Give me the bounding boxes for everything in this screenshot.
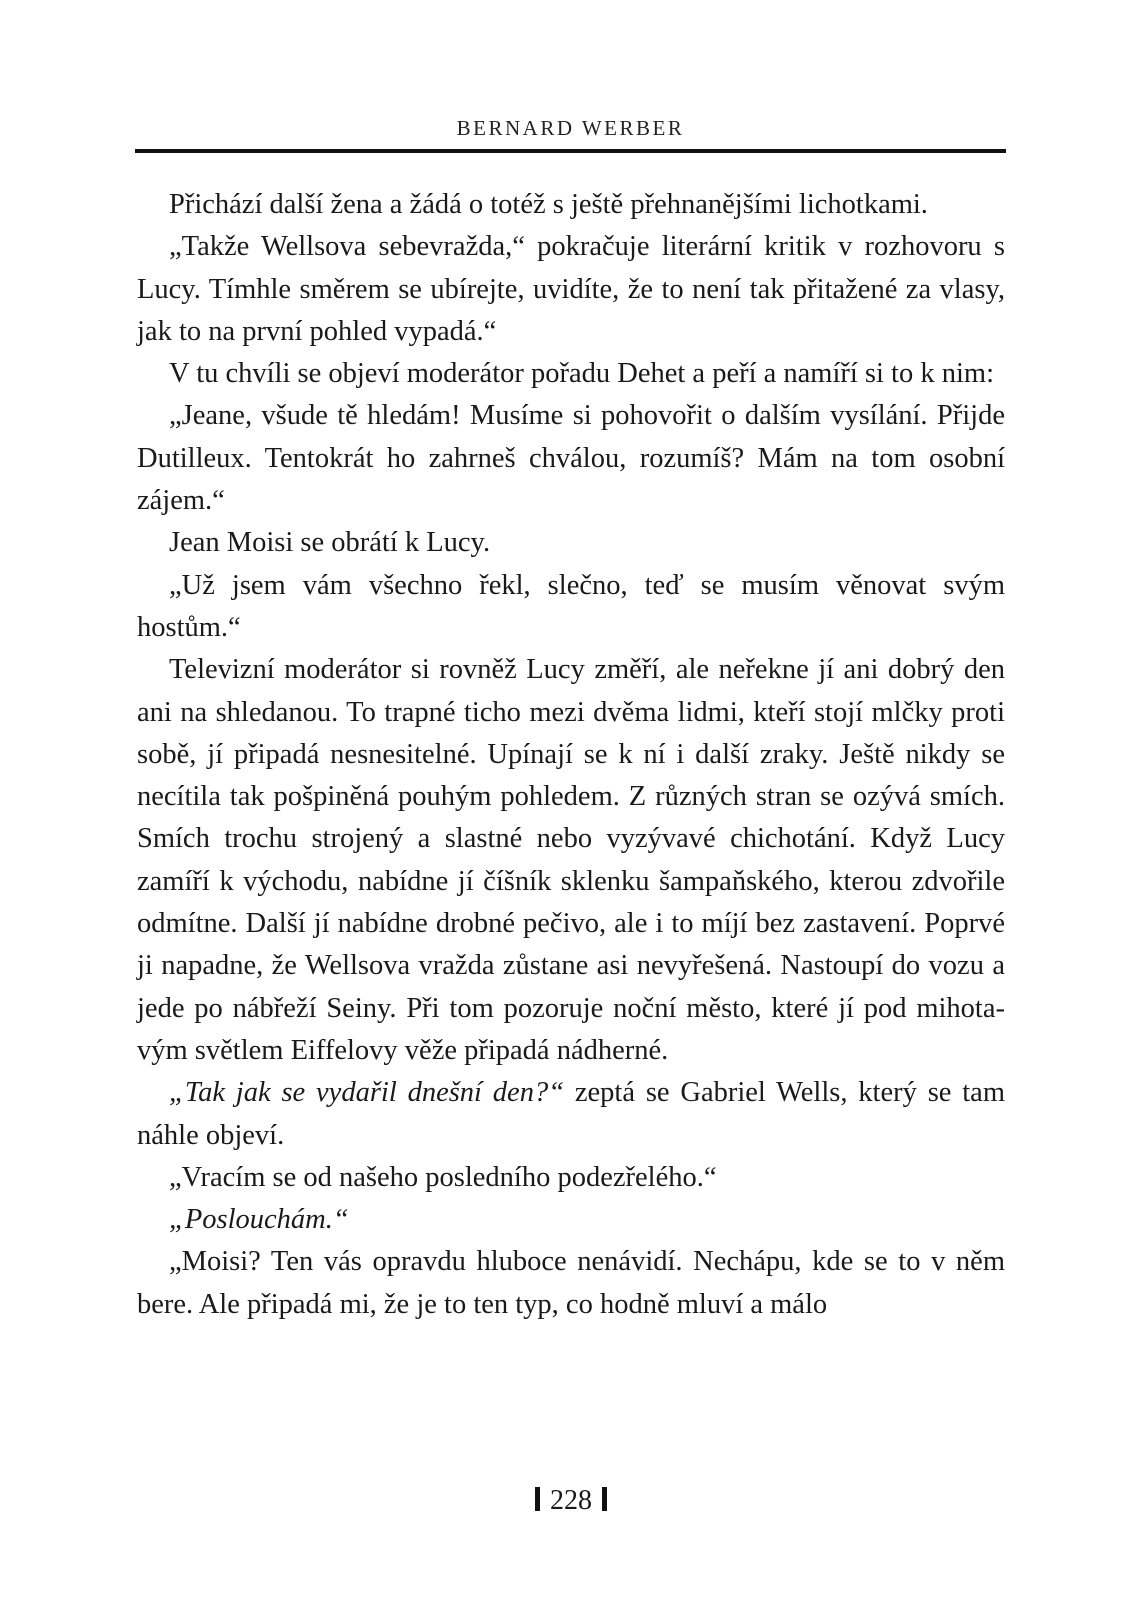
paragraph-5: Jean Moisi se obrátí k Lucy.	[169, 527, 491, 559]
italic-speech: „Poslouchám.“	[169, 1204, 349, 1236]
running-head-author: BERNARD WERBER	[456, 116, 685, 140]
body-text	[137, 184, 1005, 1326]
paragraph-3: V tu chvíli se objeví moderátor pořadu Dehet a peří a namíří si to k nim:	[169, 358, 994, 390]
header-rule	[135, 149, 1006, 153]
folio-bar-left	[535, 1487, 540, 1511]
paragraph-9: „Vracím se od našeho posledního podezřelého.“	[169, 1161, 717, 1193]
paragraph-11: „Moisi? Ten vás opravdu hluboce nenávidí. Nechápu, kde se to v něm bere. Ale připadá mi, že je to ten typ, co hodně mluví a málo	[137, 1246, 1005, 1320]
italic-speech: „Tak jak se vydařil dnešní den?“	[169, 1077, 565, 1109]
paragraph-7: Televizní moderátor si rovněž Lucy změří, ale neřekne jí ani dobrý den ani na shledanou. To trapné ticho mezi dvěma lidmi, kteří stojí mlčky proti sobě, jí připadá nesnesitelné. Upínají se k ní i další zraky. Ještě nikdy se necítila tak pošpiněná pouhým pohledem. Z různých stran se ozývá smích. Smích trochu strojený a slastné nebo vyzývavé chichotání. Když Lucy zamíří k východu, nabídne jí číšník sklenku šampaňského, kterou zdvořile odmítne. Další jí nabídne drobné pečivo, ale i to míjí bez zastavení. Poprvé ji napadne, že Wellsova vražda zůstane asi nevyřešená. Nastoupí do vozu a jede po nábřeží Seiny. Při tom pozoruje noční město, které jí pod mihotavým světlem Eiffelovy věže připadá nádherné.	[137, 654, 1005, 1066]
paragraph-2: „Takže Wellsova sebevražda,“ pokračuje literární kritik v rozhovoru s Lucy. Tímhle směrem se ubírejte, uvidíte, že to není tak přitažené za vlasy, jak to na první pohled vypadá.“	[137, 231, 1005, 347]
paragraph-8: „Tak jak se vydařil dnešní den?“ zeptá se Gabriel Wells, který se tam náhle objeví.	[137, 1077, 1005, 1151]
page-number: 228	[550, 1485, 592, 1516]
paragraph-4: „Jeane, všude tě hledám! Musíme si pohovořit o dalším vysílání. Přijde Dutilleux. Tentokrát ho zahrneš chválou, rozumíš? Mám na tom osobní zájem.“	[137, 400, 1005, 517]
page-number-footer	[0, 1484, 1142, 1518]
paragraph-6: „Už jsem vám všechno řekl, slečno, teď se musím věnovat svým hostům.“	[137, 569, 1005, 643]
paragraph-1: Přichází další žena a žádá o totéž s ještě přehnanějšími lichotkami.	[169, 189, 928, 220]
folio-bar-right	[602, 1487, 607, 1511]
paragraph-10	[137, 1199, 1005, 1241]
